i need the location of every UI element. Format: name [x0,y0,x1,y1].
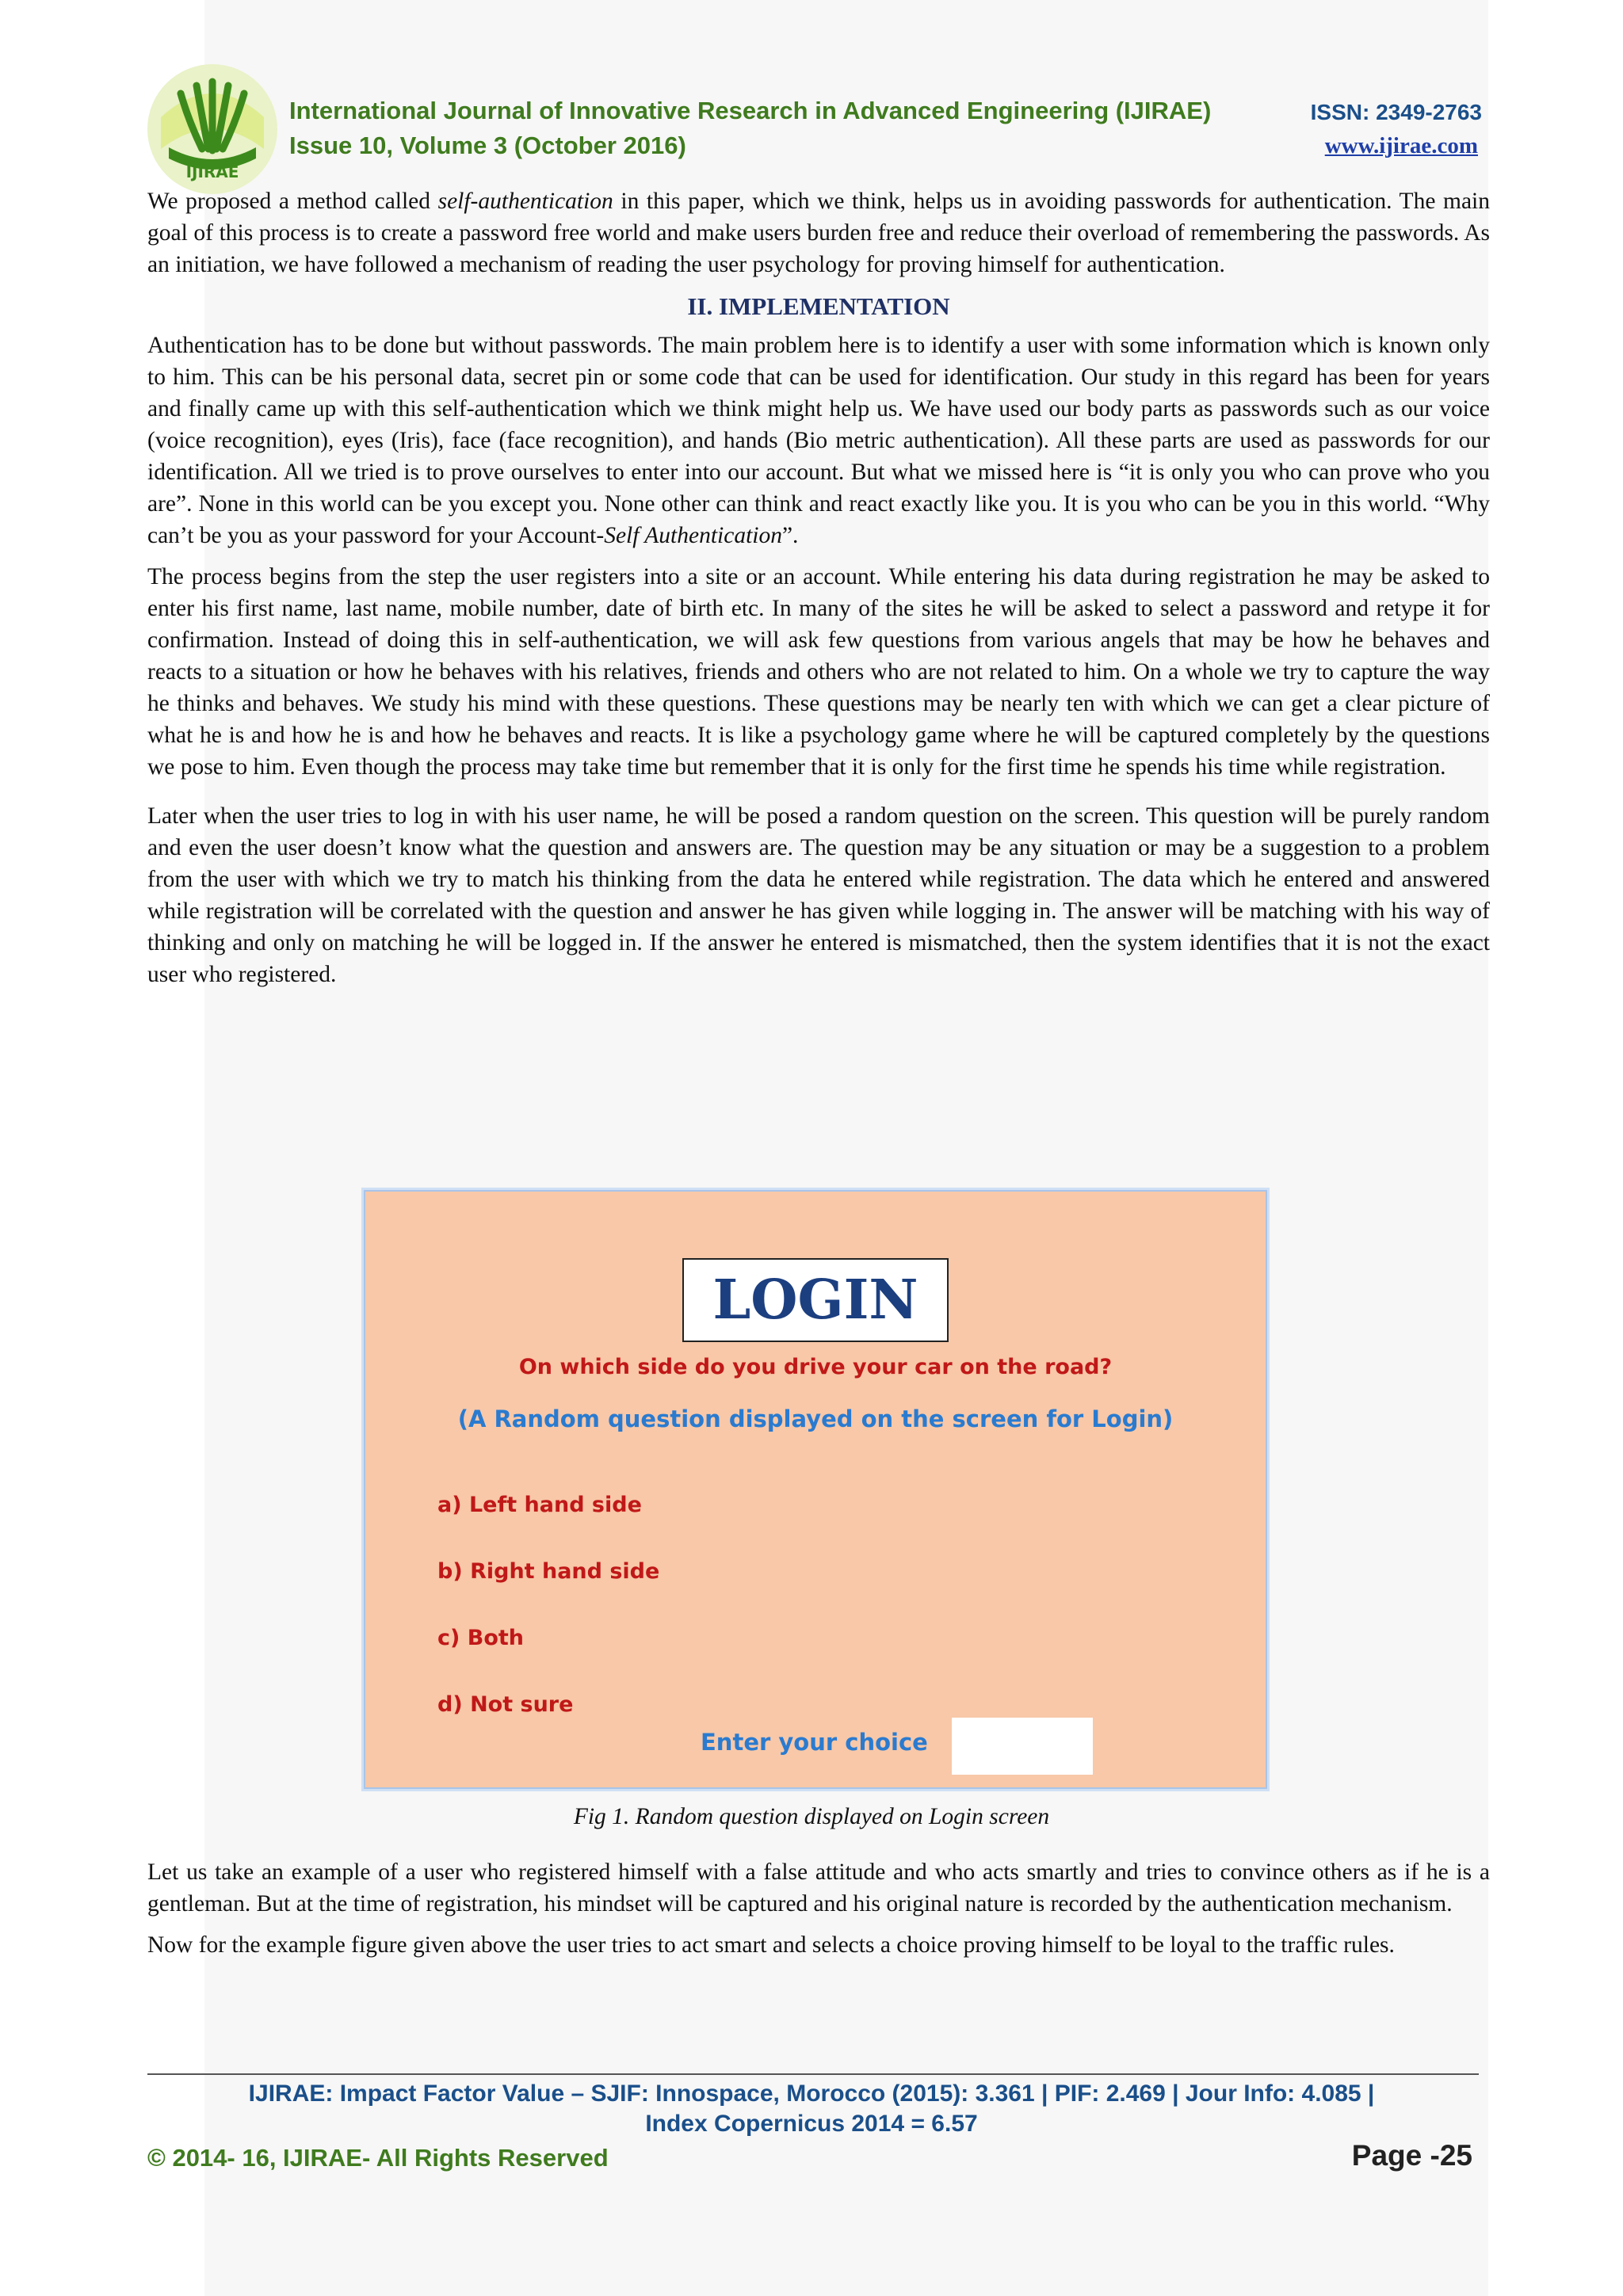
example-paragraph-2: Now for the example figure given above the user tries to act smart and selects a choice proving himself to be loyal to the traffic rules. [147,1932,1395,1958]
body-text-lower [147,1856,1490,1970]
footer-divider [147,2073,1479,2075]
login-figure [364,1190,1267,1789]
figure-subtitle: (A Random question displayed on the screen for Login) [457,1405,1174,1432]
option-b[interactable]: b) Right hand side [437,1559,660,1584]
enter-choice-label: Enter your choice [701,1729,928,1756]
choice-input[interactable] [952,1718,1093,1775]
section-heading: II. IMPLEMENTATION [687,292,950,320]
example-paragraph-1: Let us take an example of a user who registered himself with a false attitude and who acts smartly and tries to convince others as if he is a gentleman. But at the time of registration, his mindset will be captured and his original nature is recorded by the authentication mechanism. [147,1859,1490,1917]
footer-impact-line: IJIRAE: Impact Factor Value – SJIF: Innospace, Morocco (2015): 3.361 | PIF: 2.469 | Jour Info: 4.085 | [248,2081,1375,2107]
ijirae-logo [145,62,280,196]
option-d[interactable]: d) Not sure [437,1692,574,1717]
implementation-paragraph-1: Authentication has to be done but without passwords. The main problem here is to identify a user with some information which is known only to him. This can be his personal data, secret pin or some code that can be used for identification. Our study in this regard has been for years and finally came up with this self-authentication which we think might help us. We have used our body parts as passwords such as our voice (voice recognition), eyes (Iris), face (face recognition), and hands (Bio metric authentication). All these parts are used as passwords for our identification. All we tried is to prove ourselves to enter into our account. But what we missed here is “it is only you who can prove who you are”. None in this world can be you except you. None other can think and react exactly like you. It is you who can be you in this world. “Why can’t be you as your password for your Account-Self Authentication”. [147,333,1490,548]
journal-url-link[interactable]: www.ijirae.com [1324,133,1478,158]
figure-caption: Fig 1. Random question displayed on Login screen [573,1804,1050,1829]
implementation-paragraph-3: Later when the user tries to log in with his user name, he will be posed a random question on the screen. This question will be purely random and even the user doesn’t know what the question and answers are. The question may be any situation or may be a suggestion to a problem from the user with which we try to match his thinking from the data he entered while registration. The data which he entered and answered while registration will be correlated with the question and answer he has given while logging in. The answer will be matching with his way of thinking and only on matching he will be logged in. If the answer he entered is mismatched, then the system identifies that it is not the exact user who registered. [147,803,1490,987]
option-a[interactable]: a) Left hand side [437,1493,642,1517]
login-title: LOGIN [682,1258,949,1342]
journal-title: International Journal of Innovative Research in Advanced Engineering (IJIRAE) [289,97,1212,124]
svg-text:IJIRAE: IJIRAE [185,162,239,181]
intro-paragraph: We proposed a method called self-authentication in this paper, which we think, helps us in avoiding passwords for authentication. The main goal of this process is to create a password free world and make users burden free and reduce their overload of remembering the passwords. As an initiation, we have followed a mechanism of reading the user psychology for proving himself for authentication. [147,189,1490,277]
issn: ISSN: 2349-2763 [1310,100,1482,124]
body-text-upper [147,185,1490,1000]
footer-index-line: Index Copernicus 2014 = 6.57 [645,2111,978,2137]
copyright: © 2014- 16, IJIRAE- All Rights Reserved [147,2144,609,2172]
page-number: Page -25 [1351,2139,1472,2172]
issue-info: Issue 10, Volume 3 (October 2016) [289,132,686,159]
implementation-paragraph-2: The process begins from the step the user registers into a site or an account. While entering his data during registration he may be asked to enter his first name, last name, mobile number, date of birth etc. In many of the sites he will be asked to select a password and retype it for confirmation. Instead of doing this in self-authentication, we will ask few questions from various angels that may be how he behaves and reacts to a situation or how he behaves with his relatives, friends and others who are not related to him. On a whole we try to capture the way he thinks and behaves. We study his mind with these questions. These questions may be nearly ten with which we can get a clear picture of what he is and how he is and how he behaves and reacts. It is like a psychology game where he will be captured completely by the questions we pose to him. Even though the process may take time but remember that it is only for the first time he spends his time while registration. [147,564,1490,780]
option-c[interactable]: c) Both [437,1626,525,1650]
random-question: On which side do you drive your car on the road? [518,1355,1113,1379]
